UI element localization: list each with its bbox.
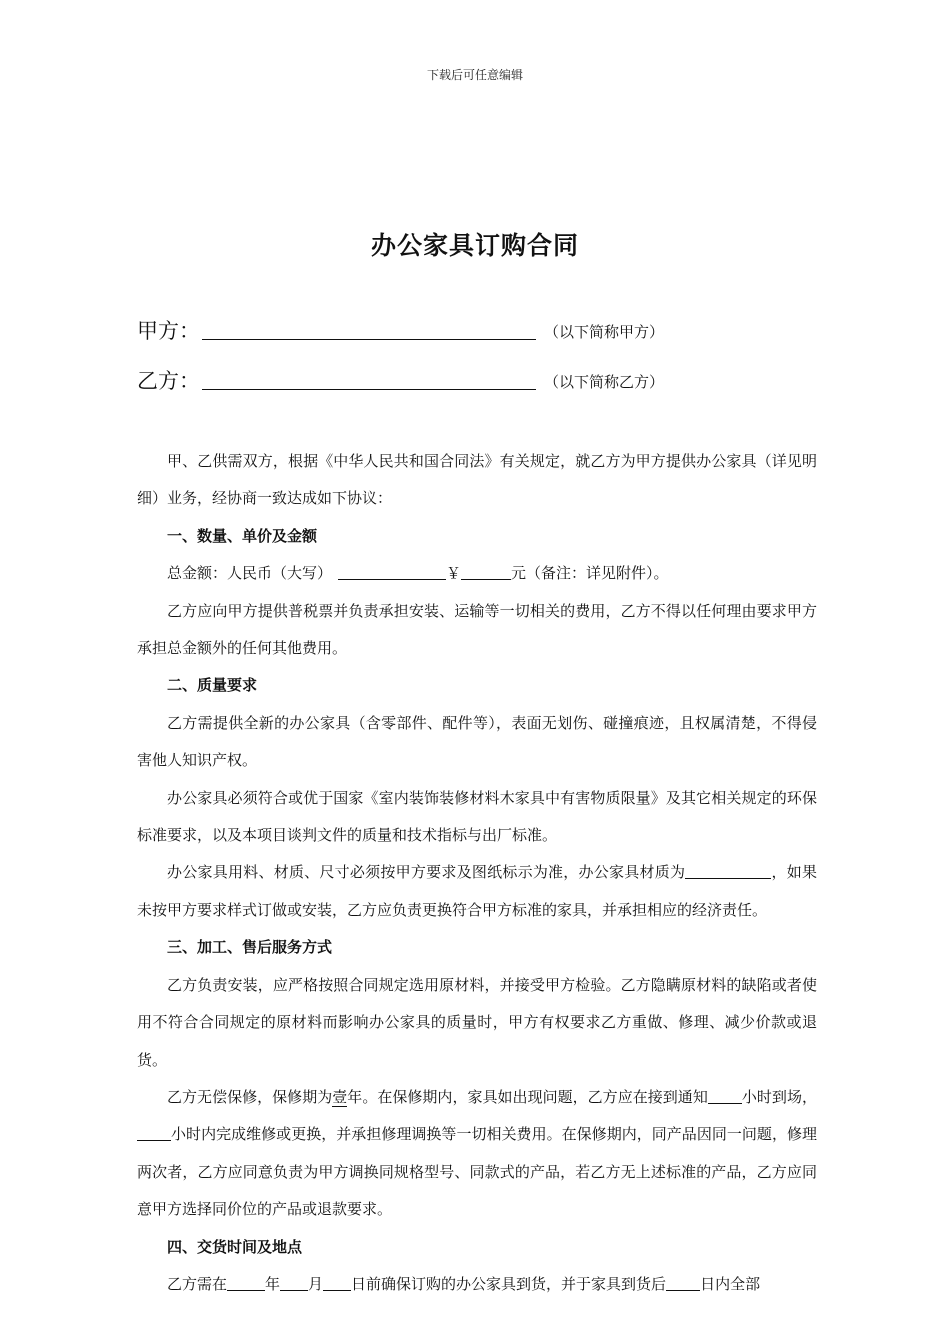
party-a-note: （以下简称甲方） — [544, 323, 665, 341]
section-2-heading: 二、质量要求 — [167, 676, 258, 695]
party-a-line — [137, 314, 664, 344]
section-3-paragraph-1: 乙方负责安装，应严格按照合同规定选用原材料，并接受甲方检验。乙方隐瞒原材料的缺陷或者使用不符合合同规定的原材料而影响办公家具的质量时，甲方有权要求乙方重做、修理、减少价款或退货。 — [137, 975, 817, 1069]
party-a-blank — [202, 319, 536, 340]
repair-hours-blank — [137, 1124, 171, 1142]
delivery-text-b: 年 — [265, 1274, 281, 1293]
arrival-hours-blank — [708, 1086, 742, 1104]
intro-paragraph: 甲、乙供需双方，根据《中华人民共和国合同法》有关规定，就乙方为甲方提供办公家具（详见明细）业务，经协商一致达成如下协议： — [137, 452, 817, 508]
yen-sign: ￥ — [446, 564, 462, 583]
total-prefix: 总金额：人民币（大写） — [167, 564, 333, 583]
material-blank — [685, 862, 771, 880]
delivery-year-blank — [227, 1273, 265, 1291]
delivery-month-blank — [280, 1273, 308, 1291]
section-2-paragraph-3 — [137, 854, 817, 929]
section-4-paragraph — [137, 1266, 817, 1303]
section-2-paragraph-2: 办公家具必须符合或优于国家《室内装饰装修材料木家具中有害物质限量》及其它相关规定的环保标准要求，以及本项目谈判文件的质量和技术指标与出厂标准。 — [137, 788, 817, 845]
warranty-text-c: 小时到场， — [741, 1087, 817, 1106]
section-4-heading: 四、交货时间及地点 — [167, 1237, 303, 1256]
delivery-day-blank — [323, 1273, 351, 1291]
total-suffix: 元（备注：详见附件）。 — [511, 564, 669, 583]
total-amount-line — [137, 555, 817, 592]
warranty-text-b: 年。在保修期内，家具如出现问题，乙方应在接到通知 — [347, 1087, 708, 1106]
section-1-paragraph: 乙方应向甲方提供普税票并负责承担安装、运输等一切相关的费用，乙方不得以任何理由要求甲方承担总金额外的任何其他费用。 — [137, 601, 817, 658]
amount-number-blank — [461, 563, 511, 581]
warranty-years: 壹 — [332, 1087, 348, 1106]
party-b-note: （以下简称乙方） — [544, 373, 665, 391]
material-text-b: ，如果未按甲方要求样式订做或安装，乙方应负责更换符合甲方标准的家具，并承担相应的经济责任。 — [137, 863, 817, 919]
party-b-label: 乙方： — [137, 369, 200, 393]
delivery-text-d: 日前确保订购的办公家具到货，并于家具到货后 — [351, 1274, 667, 1293]
warranty-text-d: 小时内完成维修或更换，并承担修理调换等一切相关费用。在保修期内，同产品因同一问题，修理两次者，乙方应同意负责为甲方调换同规格型号、同款式的产品，若乙方无上述标准的产品，乙方应同意甲方选择同价位的产品或退款要求。 — [137, 1125, 817, 1219]
section-3-paragraph-2 — [137, 1079, 817, 1229]
warranty-text-a: 乙方无偿保修，保修期为 — [167, 1087, 333, 1106]
party-b-line — [137, 364, 664, 394]
material-text-a: 办公家具用料、材质、尺寸必须按甲方要求及图纸标示为准，办公家具材质为 — [167, 863, 686, 882]
amount-words-blank — [338, 563, 446, 581]
contract-body — [137, 443, 817, 1303]
section-2-paragraph-1: 乙方需提供全新的办公家具（含零部件、配件等），表面无划伤、碰撞痕迹，且权属清楚，不得侵害他人知识产权。 — [137, 713, 817, 770]
section-1-heading: 一、数量、单价及金额 — [167, 526, 318, 545]
header-note: 下载后可任意编辑 — [426, 68, 523, 82]
delivery-text-c: 月 — [308, 1274, 324, 1293]
document-title: 办公家具订购合同 — [370, 231, 579, 260]
party-b-blank — [202, 369, 536, 390]
section-3-heading: 三、加工、售后服务方式 — [167, 938, 333, 957]
delivery-text-a: 乙方需在 — [167, 1274, 228, 1293]
party-a-label: 甲方： — [137, 319, 200, 343]
install-days-blank — [666, 1273, 700, 1291]
delivery-text-e: 日内全部 — [700, 1274, 761, 1293]
